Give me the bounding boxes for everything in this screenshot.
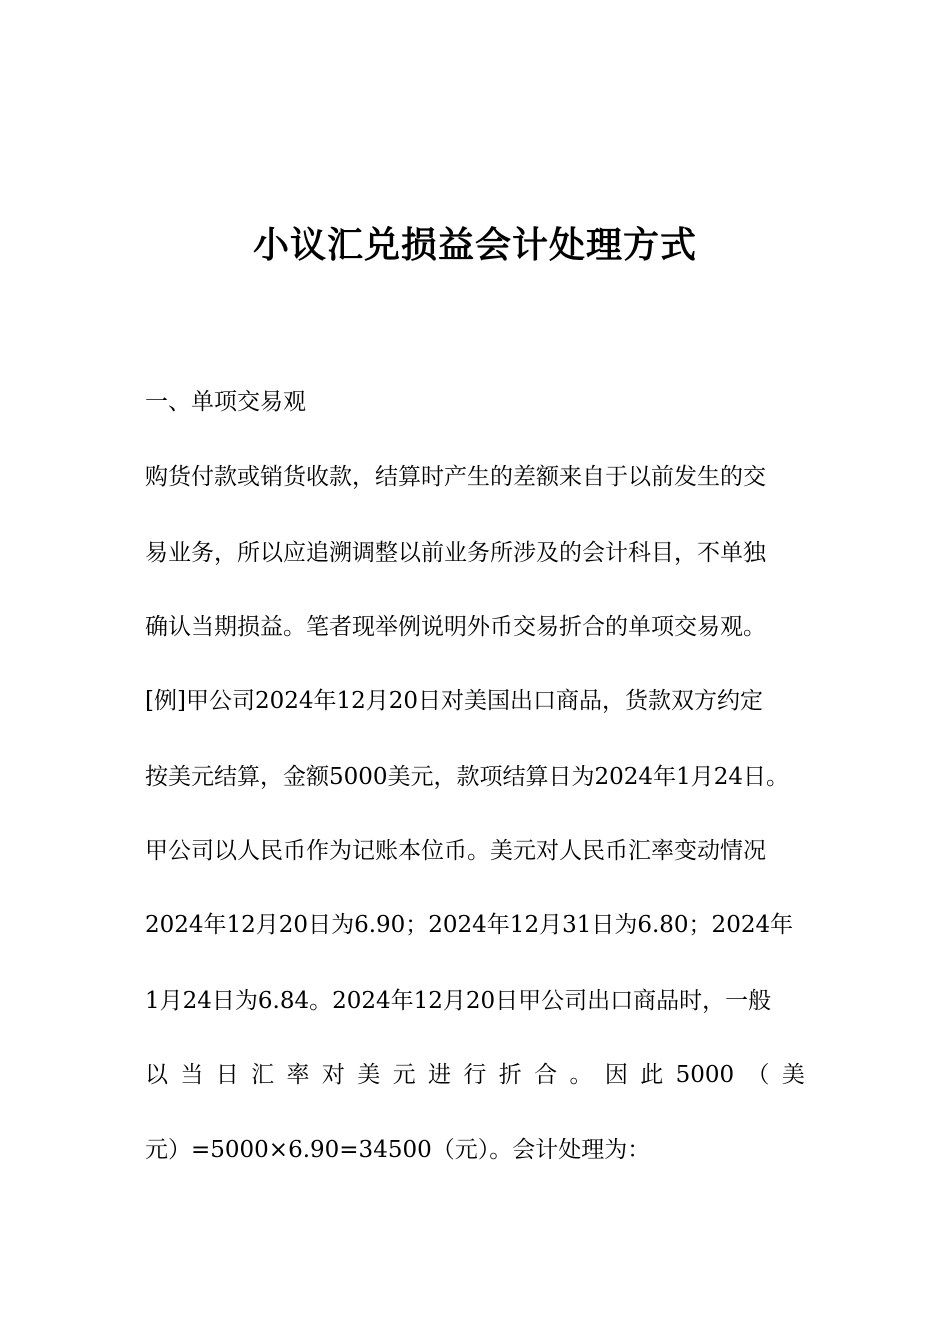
- paragraph-line-1: 购货付款或销货收款，结算时产生的差额来自于以前发生的交: [145, 464, 766, 490]
- justified-token: 以: [145, 1062, 168, 1088]
- example-line-7: 元）=5000×6.90=34500（元）。会计处理为：: [145, 1137, 651, 1163]
- justified-token: 美: [357, 1062, 381, 1088]
- justified-token: 此: [640, 1062, 664, 1088]
- justified-token: 行: [463, 1062, 487, 1088]
- justified-token: 折: [498, 1062, 522, 1088]
- document-title: 小议汇兑损益会计处理方式: [252, 225, 697, 266]
- example-line-4: 2024年12月20日为6.90；2024年12月31日为6.80；2024年: [145, 912, 794, 938]
- justified-token: 合: [534, 1062, 558, 1088]
- justified-token: 因: [604, 1062, 628, 1088]
- paragraph-line-3: 确认当期损益。笔者现举例说明外币交易折合的单项交易观。: [145, 614, 766, 640]
- justified-token: 美: [781, 1062, 805, 1088]
- example-line-1: [例]甲公司2024年12月20日对美国出口商品，货款双方约定: [145, 688, 764, 714]
- justified-token: 元: [392, 1062, 416, 1088]
- section-heading: 一、单项交易观: [145, 389, 306, 415]
- justified-token: 当: [180, 1062, 204, 1088]
- justified-token: 进: [428, 1062, 451, 1088]
- example-line-2: 按美元结算，金额5000美元，款项结算日为2024年1月24日。: [145, 764, 789, 790]
- example-line-5: 1月24日为6.84。2024年12月20日甲公司出口商品时，一般: [145, 988, 772, 1014]
- justified-token: 对: [321, 1062, 345, 1088]
- example-line-6: [145, 1059, 805, 1091]
- justified-token: （: [746, 1062, 770, 1088]
- justified-token: 。: [569, 1062, 593, 1088]
- justified-token: 日: [215, 1062, 239, 1088]
- justified-token: 汇: [251, 1062, 275, 1088]
- example-line-3: 甲公司以人民币作为记账本位币。美元对人民币汇率变动情况: [145, 838, 766, 864]
- paragraph-line-2: 易业务，所以应追溯调整以前业务所涉及的会计科目，不单独: [145, 540, 766, 566]
- justified-token: 率: [286, 1062, 310, 1088]
- justified-token: 5000: [675, 1062, 735, 1088]
